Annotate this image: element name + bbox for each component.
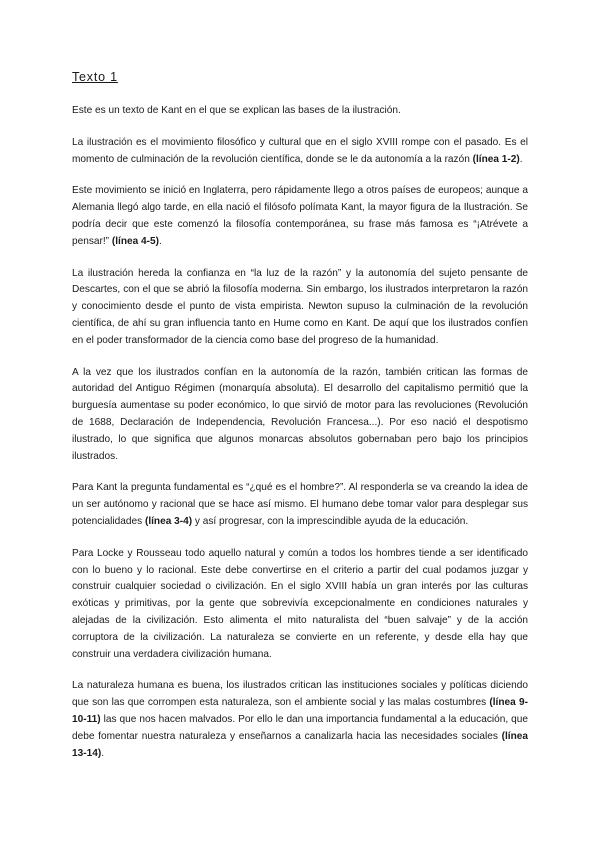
paragraph-text: A la vez que los ilustrados confían en la autonomía de la razón, también critican las formas de autoridad del Antiguo Régimen (monarquía absoluta). El desarrollo del capitalismo permitió que la burguesía aumentase su poder económico, lo que sirvió de motor para las revoluciones (Revolución de 1688, Declaración de Independencia, Revolución Francesa...). Por eso nació el despotismo ilustrado, lo que significa que algunos monarcas absolutos gobernaban pero bajo los principios ilustrados. [72,366,528,462]
paragraph-text: La naturaleza humana es buena, los ilustrados critican las instituciones sociales y políticas diciendo que son las que corrompen esta naturaleza, son el ambiente social y las malas costumbres [72,680,528,709]
paragraph-text: . [158,235,162,247]
paragraph [72,266,528,350]
paragraph-text: Para Locke y Rousseau todo aquello natural y común a todos los hombres tiende a ser identificado con lo bueno y lo racional. Este debe convertirse en el criterio a partir del cual podamos juzgar y construir cualquier sociedad o civilización. En el siglo XVIII había un gran interés por las culturas exóticas y primitivas, por la gente que sobrevivía excepcionalmente en condiciones naturales y alejadas de la civilización. Esto alimenta el mito naturalista del “buen salvaje” y de la acción corruptora de la civilización. La naturaleza se convierte en un referente, y desde ella hay que construir una verdadera civilización humana. [72,547,528,660]
paragraph [72,135,528,169]
line-reference: (línea 1-2) [472,153,520,165]
line-reference: (línea 13-14) [72,730,528,759]
line-reference: (línea 3-4) [144,515,193,527]
paragraph-text: La ilustración hereda la confianza en “la luz de la razón” y la autonomía del sujeto pensante de Descartes, con el que se abrió la filosofía moderna. Sin embargo, los ilustrados interpretaron la razón y conocimiento desde el punto de vista empirista. Newton supuso la culminación de la revolución científica, de ahí su gran influencia tanto en Hume como en Kant. De aquí que los ilustrados confíen en el poder transformador de la ciencia como base del progreso de la humanidad. [72,267,528,346]
paragraph-text: y así progresar, con la imprescindible ayuda de la educación. [192,515,469,527]
paragraph-text: las que nos hacen malvados. Por ello le dan una importancia fundamental a la educación, que debe fomentar nuestra naturaleza y enseñarnos a canalizarla hacia las necesidades sociales [72,713,528,742]
paragraph-text: Para Kant la pregunta fundamental es “¿qué es el hombre?”. Al responderla se va creando la idea de un ser autónomo y racional que se hace así mismo. El humano debe tomar valor para desplegar sus potencialidades [72,482,528,527]
paragraph [72,183,528,250]
paragraph [72,678,528,762]
paragraph-text: La ilustración es el movimiento filosófico y cultural que en el siglo XVIII rompe con el pasado. Es el momento de culminación de la revolución científica, donde se le da autonomía a la razón [72,136,528,165]
paragraph [72,365,528,466]
document-page [72,70,528,777]
line-reference: (línea 4-5) [111,235,159,247]
paragraph [72,480,528,530]
line-reference: (línea 9-10-11) [72,697,528,725]
document-title: Texto 1 [72,70,118,84]
paragraph [72,103,528,120]
paragraph-text: . [101,747,104,759]
paragraph-text: . [519,153,523,165]
document-body [72,103,528,762]
paragraph-text: Este es un texto de Kant en el que se explican las bases de la ilustración. [72,105,401,116]
paragraph-text: Este movimiento se inició en Inglaterra, pero rápidamente llego a otros países de europeos; aunque a Alemania llegó algo tarde, en ella nació el filósofo polímata Kant, la mayor figura de la Ilustración. Se podría decir que este comenzó la filosofía contemporánea, su frase más famosa es “¡Atrévete a pensar!” [72,185,528,247]
paragraph [72,546,528,664]
